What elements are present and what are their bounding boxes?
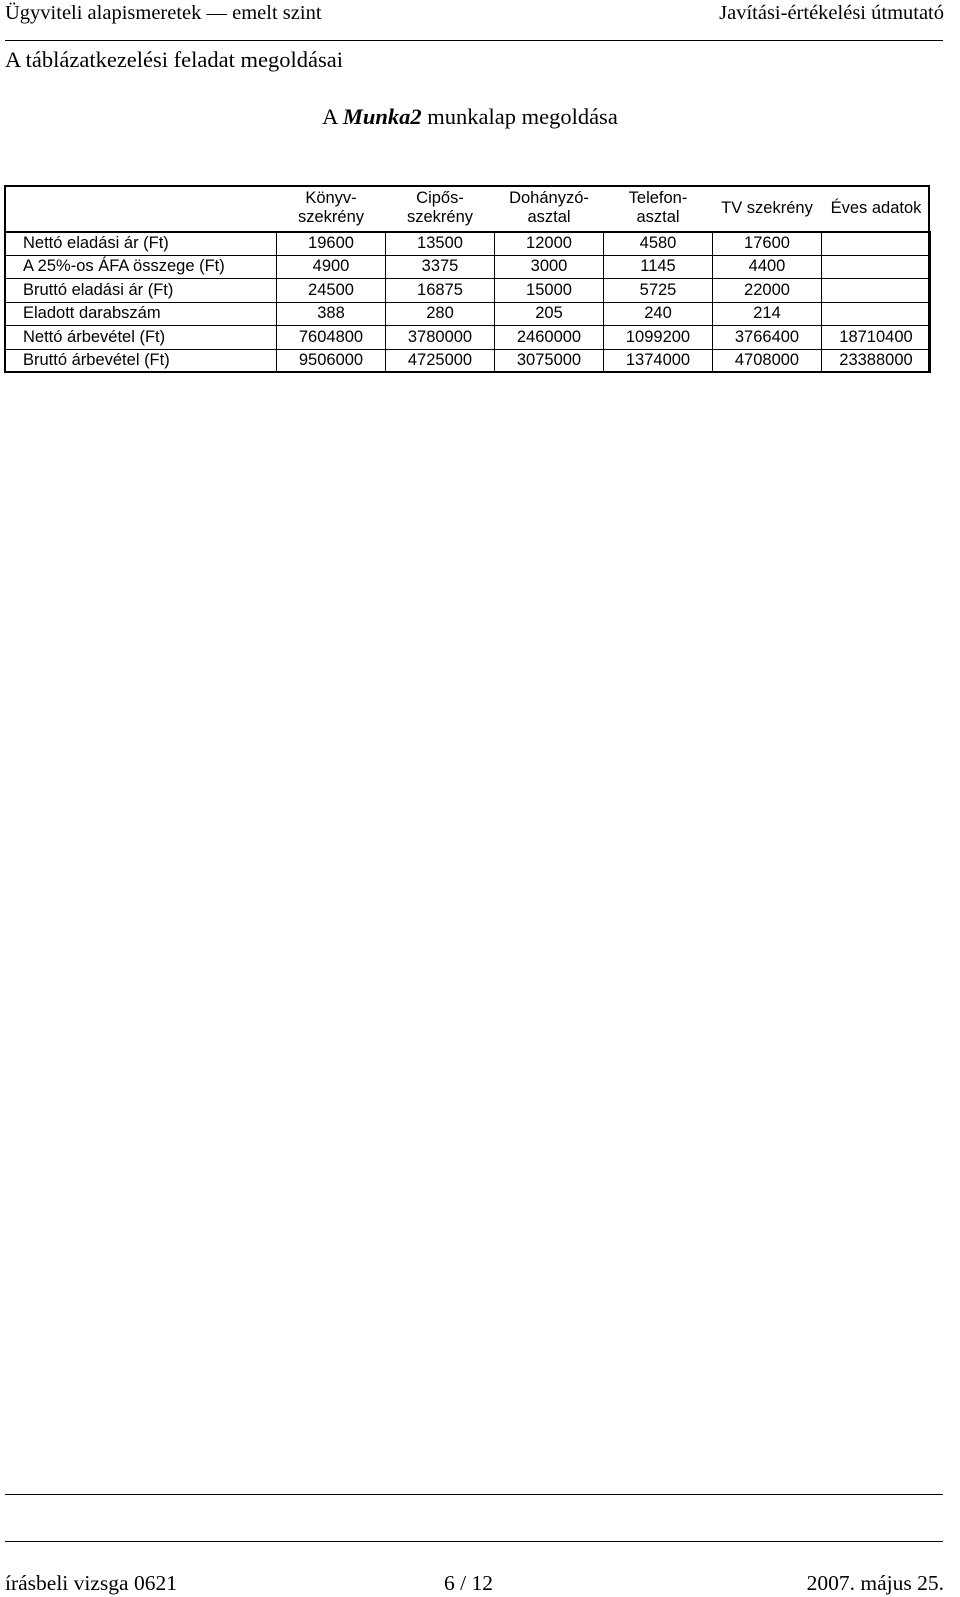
column-header	[277, 185, 386, 232]
table-row	[5, 302, 931, 326]
table-cell: 1374000	[604, 349, 713, 373]
column-header-line1: Éves adatok	[830, 198, 922, 217]
solution-table	[4, 185, 931, 373]
sheet-title-suffix: munkalap megoldása	[421, 104, 618, 129]
row-label: Nettó árbevétel (Ft)	[5, 326, 277, 350]
table-cell: 22000	[713, 279, 822, 303]
header-rule	[5, 40, 943, 41]
row-label: Nettó eladási ár (Ft)	[5, 232, 277, 256]
column-header-line2: asztal	[527, 208, 571, 226]
table-cell: 4708000	[713, 349, 822, 373]
column-header	[386, 185, 495, 232]
table-cell: 2460000	[495, 326, 604, 350]
table-cell: 18710400	[822, 326, 931, 350]
sheet-name: Munka2	[342, 104, 422, 129]
table-cell: 3075000	[495, 349, 604, 373]
row-label: Bruttó eladási ár (Ft)	[5, 279, 277, 303]
table-cell: 1145	[604, 255, 713, 279]
table-row	[5, 279, 931, 303]
table-cell: 5725	[604, 279, 713, 303]
table-cell: 24500	[277, 279, 386, 303]
footer-page-number: 6 / 12	[444, 1571, 493, 1595]
table-cell: 3375	[386, 255, 495, 279]
header-corner	[5, 185, 277, 232]
column-header	[822, 185, 931, 232]
table-cell	[822, 279, 931, 303]
table-header-row	[5, 185, 931, 232]
header-right: Javítási-értékelési útmutató	[719, 2, 944, 24]
header-left: Ügyviteli alapismeretek — emelt szint	[5, 2, 322, 24]
table-cell: 16875	[386, 279, 495, 303]
footer-rule-top	[5, 1494, 943, 1495]
table-cell: 19600	[277, 232, 386, 256]
table-cell: 3780000	[386, 326, 495, 350]
table-cell: 4580	[604, 232, 713, 256]
column-header-line1: Könyv-	[305, 189, 357, 207]
column-header	[495, 185, 604, 232]
table-cell	[822, 255, 931, 279]
table-header-rule	[4, 231, 930, 233]
column-header	[713, 185, 822, 232]
table-cell: 3000	[495, 255, 604, 279]
row-label: A 25%-os ÁFA összege (Ft)	[5, 255, 277, 279]
table-cell: 4900	[277, 255, 386, 279]
table-cell: 205	[495, 302, 604, 326]
table-cell: 240	[604, 302, 713, 326]
table-cell: 280	[386, 302, 495, 326]
column-header-line2: szekrény	[406, 208, 474, 226]
table-row	[5, 255, 931, 279]
table-cell: 4725000	[386, 349, 495, 373]
table-row	[5, 326, 931, 350]
table-cell: 13500	[386, 232, 495, 256]
table-cell	[822, 232, 931, 256]
sheet-title-prefix: A	[322, 104, 343, 129]
table-cell	[822, 302, 931, 326]
footer-date: 2007. május 25.	[806, 1571, 944, 1595]
table-cell: 23388000	[822, 349, 931, 373]
row-label: Bruttó árbevétel (Ft)	[5, 349, 277, 373]
column-header-line2: szekrény	[297, 208, 365, 226]
row-label: Eladott darabszám	[5, 302, 277, 326]
table-cell: 15000	[495, 279, 604, 303]
column-header-line2: asztal	[636, 208, 680, 226]
table-row	[5, 232, 931, 256]
column-header-line1: Dohányzó-	[509, 189, 589, 207]
table-cell: 9506000	[277, 349, 386, 373]
column-header-line1: TV szekrény	[721, 198, 813, 217]
footer-rule-bottom	[5, 1541, 943, 1542]
table-cell: 7604800	[277, 326, 386, 350]
column-header	[604, 185, 713, 232]
column-header-line1: Cipős-	[416, 189, 464, 207]
table-cell: 214	[713, 302, 822, 326]
table-cell: 3766400	[713, 326, 822, 350]
table-cell: 388	[277, 302, 386, 326]
footer-left: írásbeli vizsga 0621	[5, 1571, 177, 1595]
section-title: A táblázatkezelési feladat megoldásai	[5, 47, 343, 72]
table-cell: 1099200	[604, 326, 713, 350]
table-cell: 17600	[713, 232, 822, 256]
table-cell: 4400	[713, 255, 822, 279]
column-header-line1: Telefon-	[628, 189, 688, 207]
sheet-title	[0, 104, 940, 130]
table-cell: 12000	[495, 232, 604, 256]
table-row	[5, 349, 931, 373]
